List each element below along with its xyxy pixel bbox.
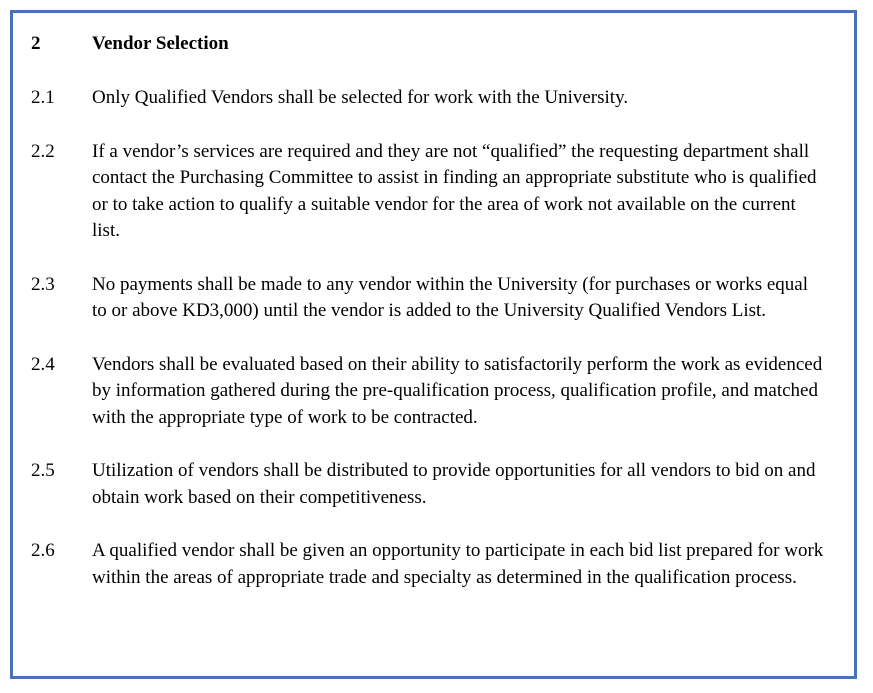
clause-number: 2.4 bbox=[31, 353, 55, 375]
clause-2-1 bbox=[31, 85, 832, 112]
clause-2-3 bbox=[31, 272, 832, 325]
clause-text: Vendors shall be evaluated based on their ability to satisfactorily perform the work as evidenced by information gathered during the pre-qualification process, qualification profile, and matched with the appropriate type of work to be contracted. bbox=[92, 353, 823, 428]
section-number: 2 bbox=[31, 33, 41, 54]
section-heading bbox=[31, 31, 832, 57]
clause-text: If a vendor’s services are required and they are not “qualified” the requesting department shall contact the Purchasing Committee to assist in finding an appropriate substitute who is qualified or to take action to qualify a suitable vendor for the area of work not available on the current list. bbox=[92, 140, 817, 241]
clause-number: 2.5 bbox=[31, 460, 55, 481]
clause-number: 2.3 bbox=[31, 273, 55, 295]
clause-number: 2.6 bbox=[31, 540, 55, 561]
clause-number: 2.2 bbox=[31, 140, 55, 162]
clause-2-6 bbox=[31, 538, 832, 591]
section-title: Vendor Selection bbox=[92, 33, 229, 54]
clause-2-4 bbox=[31, 352, 832, 432]
clause-text: A qualified vendor shall be given an opportunity to participate in each bid list prepared for work within the areas of appropriate trade and specialty as determined in the qualification process. bbox=[92, 540, 824, 588]
document-body bbox=[31, 31, 832, 591]
clause-number: 2.1 bbox=[31, 87, 55, 108]
clause-2-5 bbox=[31, 458, 832, 511]
clause-text: No payments shall be made to any vendor within the University (for purchases or works equal to or above KD3,000) until the vendor is added to the University Qualified Vendors List. bbox=[92, 273, 809, 321]
clause-text: Only Qualified Vendors shall be selected for work with the University. bbox=[92, 87, 629, 108]
clause-text: Utilization of vendors shall be distributed to provide opportunities for all vendors to bid on and obtain work based on their competitiveness. bbox=[92, 460, 816, 508]
clause-2-2 bbox=[31, 139, 832, 245]
document-frame bbox=[10, 10, 857, 679]
